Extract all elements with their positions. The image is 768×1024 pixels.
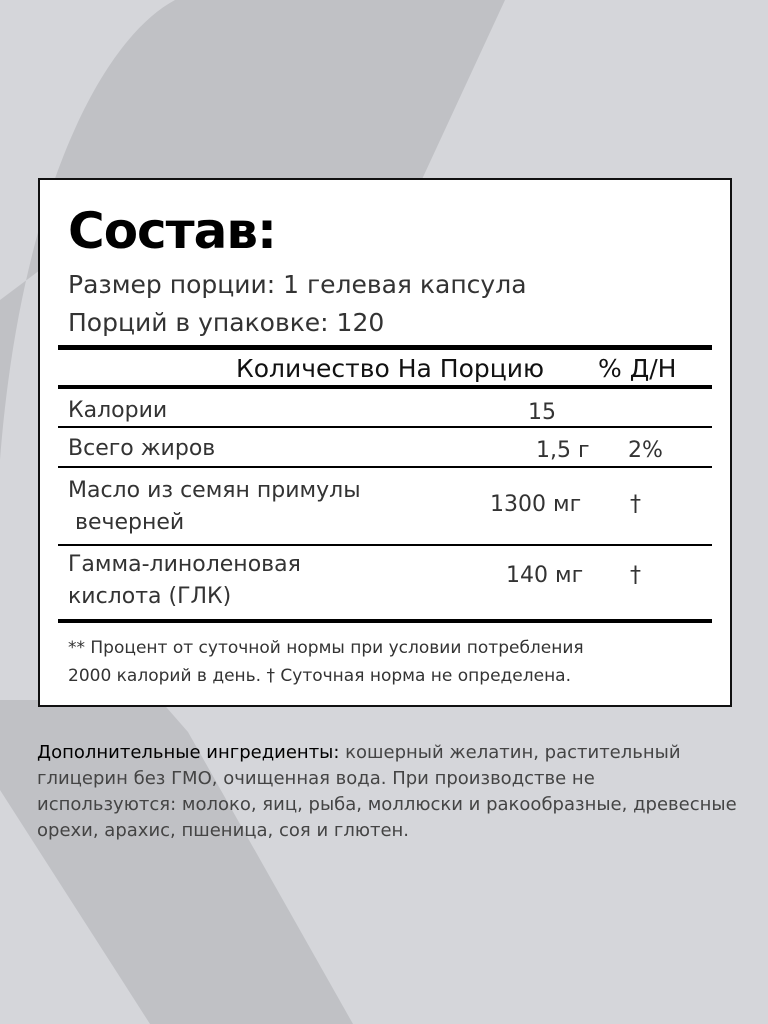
row-primrose-amount: 1300 мг <box>490 492 582 517</box>
row-gla-name-1: Гамма-линоленовая <box>68 552 301 577</box>
nutrition-facts-panel <box>38 178 732 707</box>
divider <box>58 385 712 389</box>
row-gla-name-2: кислота (ГЛК) <box>68 584 232 609</box>
row-fat-dv: 2% <box>628 438 663 463</box>
serving-size: Размер порции: 1 гелевая капсула <box>68 270 527 299</box>
row-primrose-name-2: вечерней <box>68 510 185 535</box>
row-primrose-name-1: Масло из семян примулы <box>68 478 361 503</box>
divider <box>58 426 712 428</box>
additional-ingredients <box>37 740 737 844</box>
ingredients-text: кошерный желатин, растительный глицерин без ГМО, очищенная вода. При производстве не используются: молоко, яиц, рыба, моллюски и ракообразные, древесные орехи, арахис, пшеница, соя и глютен. <box>37 742 737 841</box>
servings-per-container: Порций в упаковке: 120 <box>68 308 385 337</box>
row-gla-amount: 140 мг <box>506 563 584 588</box>
row-gla-dv: † <box>630 563 641 588</box>
footnote-line-1: ** Процент от суточной нормы при условии потребления <box>68 638 584 658</box>
ingredients-label: Дополнительные ингредиенты: <box>37 742 340 763</box>
header-amount: Количество На Порцию <box>236 354 545 383</box>
row-calories-amount: 15 <box>528 400 556 425</box>
divider <box>58 619 712 623</box>
row-fat-amount: 1,5 г <box>536 438 590 463</box>
footnote <box>68 634 708 690</box>
divider <box>58 544 712 546</box>
panel-title: Состав: <box>68 202 277 260</box>
row-fat-name: Всего жиров <box>68 436 216 461</box>
footnote-line-2: 2000 калорий в день. † Суточная норма не определена. <box>68 666 572 686</box>
header-dv: % Д/Н <box>598 354 677 383</box>
divider <box>58 345 712 350</box>
row-primrose-dv: † <box>630 492 641 517</box>
row-calories-name: Калории <box>68 398 168 423</box>
divider <box>58 466 712 468</box>
